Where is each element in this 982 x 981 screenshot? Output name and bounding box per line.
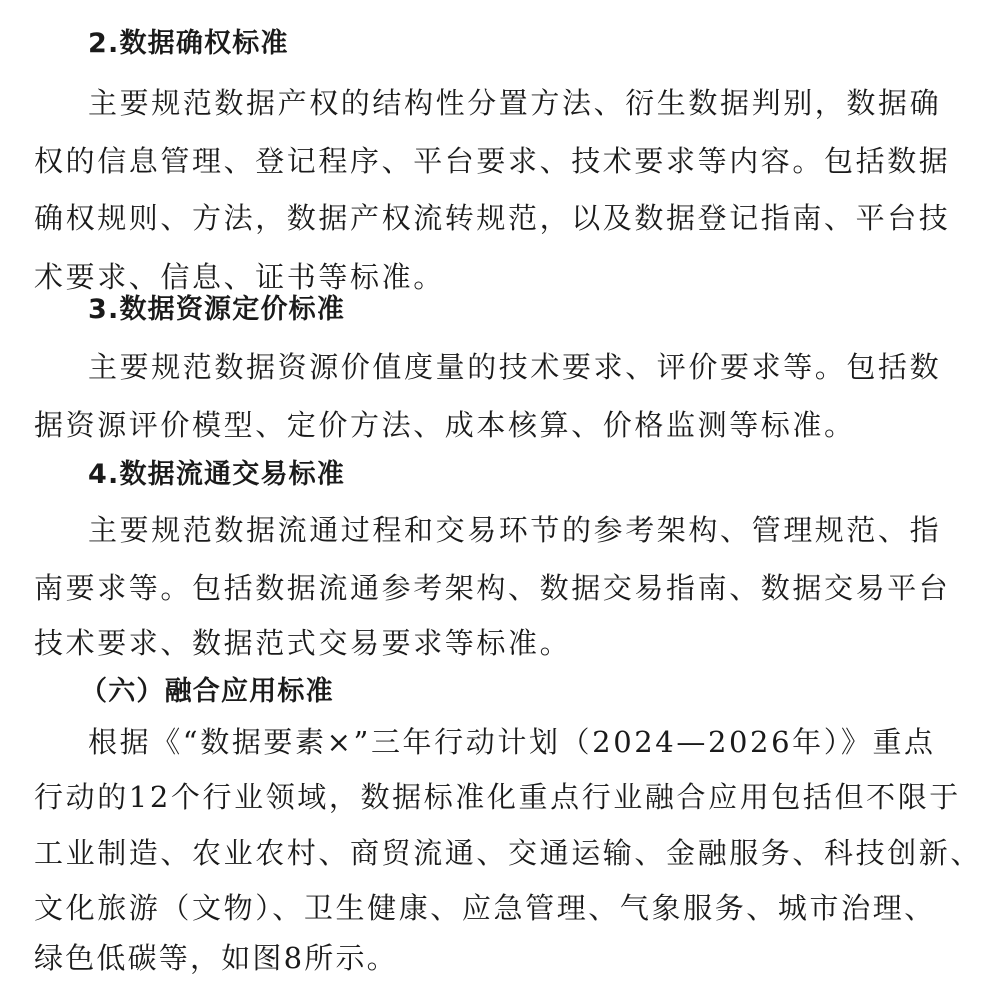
paragraph-line: 权的信息管理、登记程序、平台要求、技术要求等内容。包括数据 <box>34 144 951 178</box>
paragraph-line: 工业制造、农业农村、商贸流通、交通运输、金融服务、科技创新、 <box>34 836 982 870</box>
paragraph-line: 主要规范数据资源价值度量的技术要求、评价要求等。包括数 <box>88 350 942 384</box>
paragraph-line: 行动的12个行业领域，数据标准化重点行业融合应用包括但不限于 <box>34 780 961 814</box>
section-heading-data-pricing: 3.数据资源定价标准 <box>88 294 346 325</box>
paragraph-line: 文化旅游（文物）、卫生健康、应急管理、气象服务、城市治理、 <box>34 891 936 925</box>
paragraph-line: 南要求等。包括数据流通参考架构、数据交易指南、数据交易平台 <box>34 571 951 605</box>
paragraph-line: 技术要求、数据范式交易要求等标准。 <box>34 626 572 660</box>
paragraph-line: 确权规则、方法，数据产权流转规范，以及数据登记指南、平台技 <box>34 201 951 235</box>
section-heading-fusion-application: （六）融合应用标准 <box>80 676 334 707</box>
paragraph-line: 主要规范数据产权的结构性分置方法、衍生数据判别，数据确 <box>88 86 942 120</box>
section-heading-data-trading: 4.数据流通交易标准 <box>88 459 346 490</box>
paragraph-line: 术要求、信息、证书等标准。 <box>34 260 445 294</box>
paragraph-line: 绿色低碳等，如图8所示。 <box>34 941 398 975</box>
paragraph-line: 根据《“数据要素×”三年行动计划（2024—2026年）》重点 <box>88 725 936 759</box>
section-heading-data-rights: 2.数据确权标准 <box>88 28 289 59</box>
paragraph-line: 据资源评价模型、定价方法、成本核算、价格监测等标准。 <box>34 408 856 442</box>
paragraph-line: 主要规范数据流通过程和交易环节的参考架构、管理规范、指 <box>88 513 942 547</box>
